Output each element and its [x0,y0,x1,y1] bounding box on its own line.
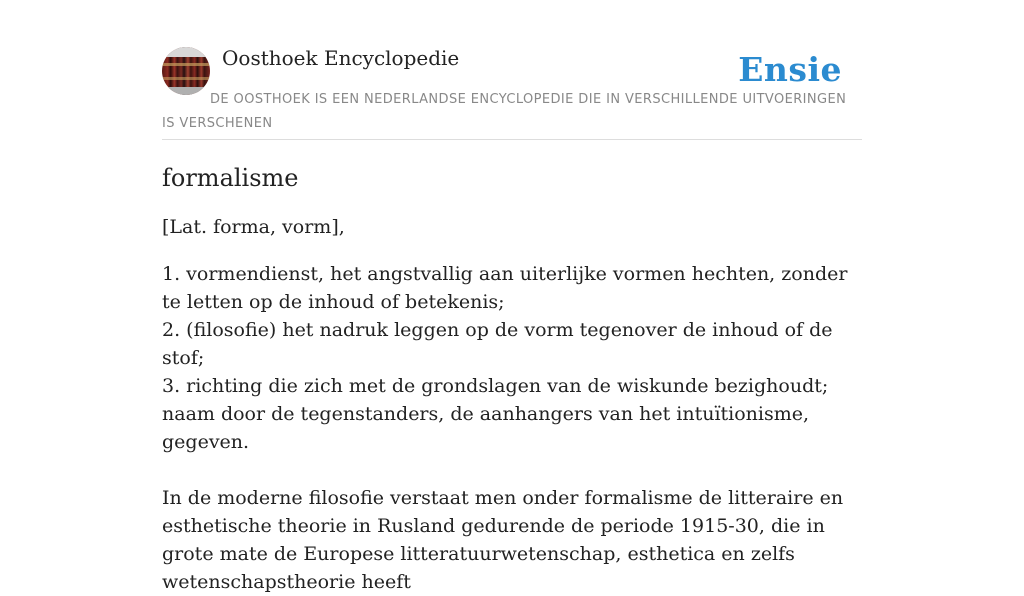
definition-item: 1. vormendienst, het angstvallig aan uiterlijke vormen hechten, zonder te letten op de inhoud of betekenis; [162,263,848,313]
avatar-book-band [162,63,210,66]
site-header [162,40,862,140]
page-title: formalisme [162,164,299,192]
site-title-link[interactable]: Oosthoek Encyclopedie [222,46,460,70]
site-tagline: DE OOSTHOEK IS EEN NEDERLANDSE ENCYCLOPEDIE DIE IN VERSCHILLENDE UITVOERINGEN IS VERSCHENEN [162,92,847,131]
definition-body [162,260,862,596]
etymology: [Lat. forma, vorm], [162,216,345,238]
brand-logo-link[interactable]: Ensie [738,50,842,89]
definition-item: 3. richting die zich met de grondslagen van de wiskunde bezighoudt; naam door de tegenstanders, de aanhangers van het intuïtionisme, gegeven. [162,375,829,453]
avatar-shelf-top [162,47,210,57]
entry-content [162,160,862,596]
paragraph-spacer [162,456,862,484]
definition-item: 2. (filosofie) het nadruk leggen op de vorm tegenover de inhoud of de stof; [162,319,833,369]
body-paragraph: In de moderne filosofie verstaat men onder formalisme de litteraire en esthetische theorie in Rusland gedurende de periode 1915-30, die in grote mate de Europese litteratuurwetenschap, esthetica en zelfs wetenschapstheorie heeft [162,487,844,593]
avatar-book-band [162,77,210,80]
